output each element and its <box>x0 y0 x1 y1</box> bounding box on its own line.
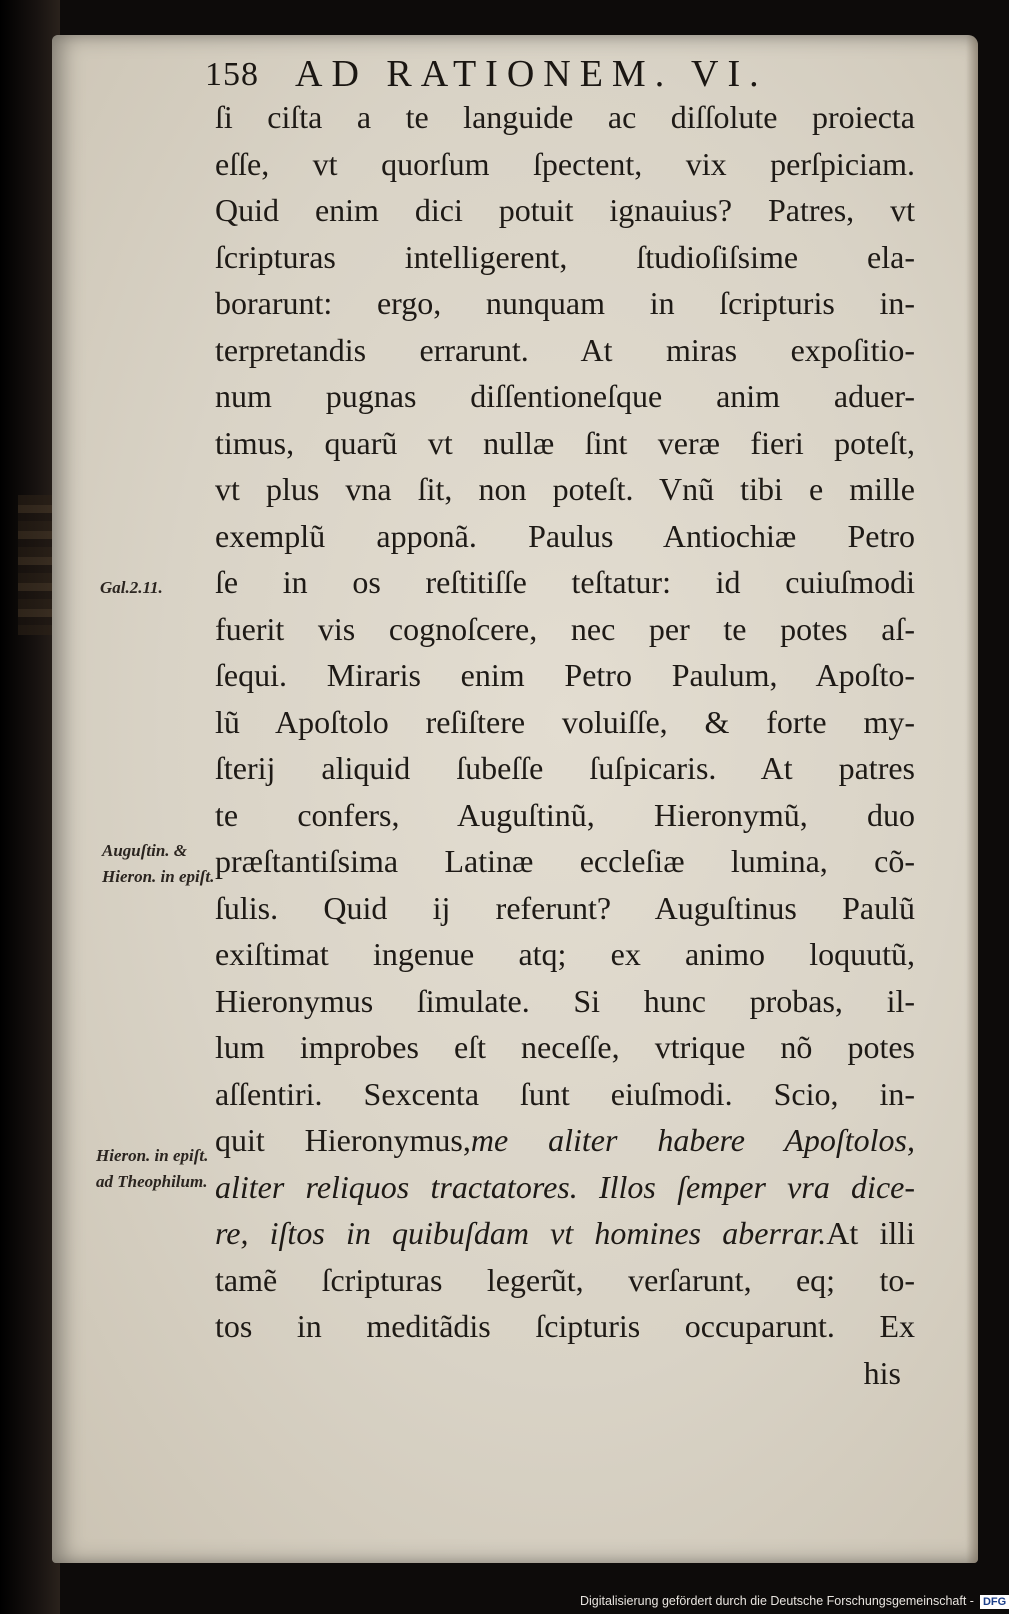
text-line: ſulis. Quid ij referunt? Auguſtinus Paulũ <box>215 889 915 926</box>
text-line: ſterij aliquid ſubeſſe ſuſpicaris. At patres <box>215 750 915 786</box>
text-line: ſcripturas intelligerent, ſtudioſiſsime ela- <box>215 238 915 275</box>
page-number: 158 <box>205 56 259 93</box>
text-line: eſſe, vt quorſum ſpectent, vix perſpiciam. <box>215 145 915 182</box>
page-edge-shadow <box>966 35 978 1563</box>
quote-italic: re, iſtos in quibuſdam vt homines aberrar. <box>215 1215 827 1251</box>
quote-roman: At illi <box>826 1215 916 1251</box>
dfg-logo: DFG <box>980 1595 1009 1609</box>
margin-note-line: Hieron. in epiſt. <box>96 1146 209 1165</box>
text-line: Hieronymus ſimulate. Si hunc probas, il- <box>215 982 915 1019</box>
text-line: aſſentiri. Sexcenta ſunt eiuſmodi. Scio, in- <box>215 1075 915 1112</box>
catchword: his <box>863 1354 901 1391</box>
margin-note-line: ad Theophilum. <box>96 1172 208 1191</box>
text-line: fuerit vis cognoſcere, nec per te potes aſ- <box>215 610 915 647</box>
text-line: lũ Apoſtolo reſiſtere voluiſſe, & forte my- <box>215 703 915 740</box>
margin-note-hieronymus <box>96 1143 208 1195</box>
text-line: Quid enim dici potuit ignauius? Patres, vt <box>215 192 915 228</box>
text-line: exemplũ apponã. Paulus Antiochiæ Petro <box>215 517 915 554</box>
footer-text: Digitalisierung gefördert durch die Deutsche Forschungsgemeinschaft - <box>580 1594 974 1608</box>
quote-italic: me aliter habere Apoſtolos, <box>470 1122 916 1158</box>
margin-note-galatians: Gal.2.11. <box>100 578 163 597</box>
text-line: num pugnas diſſentioneſque anim aduer- <box>215 378 915 414</box>
text-line: vt plus vna ſit, non poteſt. Vnũ tibi e mille <box>215 471 915 507</box>
margin-note-line: Hieron. in epiſt. <box>102 867 215 886</box>
quote-line <box>215 1117 915 1164</box>
running-head: AD RATIONEM. VI. <box>295 53 768 95</box>
quote-line <box>215 1210 915 1257</box>
text-line: tamẽ ſcripturas legerũt, verſarunt, eq; to- <box>215 1261 915 1298</box>
text-line: exiſtimat ingenue atq; ex animo loquutũ, <box>215 936 915 972</box>
book-edge <box>0 0 60 1614</box>
text-line: ſe in os reſtitiſſe teſtatur: id cuiuſmodi <box>215 564 915 600</box>
text-line: tos in meditãdis ſcipturis occuparunt. Ex <box>215 1308 915 1344</box>
text-line: ſi ciſta a te languide ac diſſolute proiecta <box>215 99 915 135</box>
margin-note-augustin <box>102 838 214 890</box>
text-line: ſequi. Miraris enim Petro Paulum, Apoſto- <box>215 657 915 693</box>
text-line: te confers, Auguſtinũ, Hieronymũ, duo <box>215 796 915 833</box>
text-line: terpretandis errarunt. At miras expoſitio- <box>215 331 915 368</box>
text-line: borarunt: ergo, nunquam in ſcripturis in- <box>215 285 915 321</box>
body-text <box>215 94 915 1396</box>
text-line: lum improbes eſt neceſſe, vtrique nõ potes <box>215 1029 915 1065</box>
text-line: timus, quarũ vt nullæ ſint veræ fieri poteſt, <box>215 424 915 461</box>
digitization-footer <box>580 1589 1007 1614</box>
quote-roman: quit Hieronymus, <box>215 1122 471 1158</box>
quote-line <box>215 1164 915 1211</box>
text-line: præſtantiſsima Latinæ eccleſiæ lumina, cõ- <box>215 843 915 879</box>
quote-italic: aliter reliquos tractatores. Illos ſemper vra dice- <box>215 1168 915 1205</box>
margin-note-line: Auguſtin. & <box>102 841 188 860</box>
